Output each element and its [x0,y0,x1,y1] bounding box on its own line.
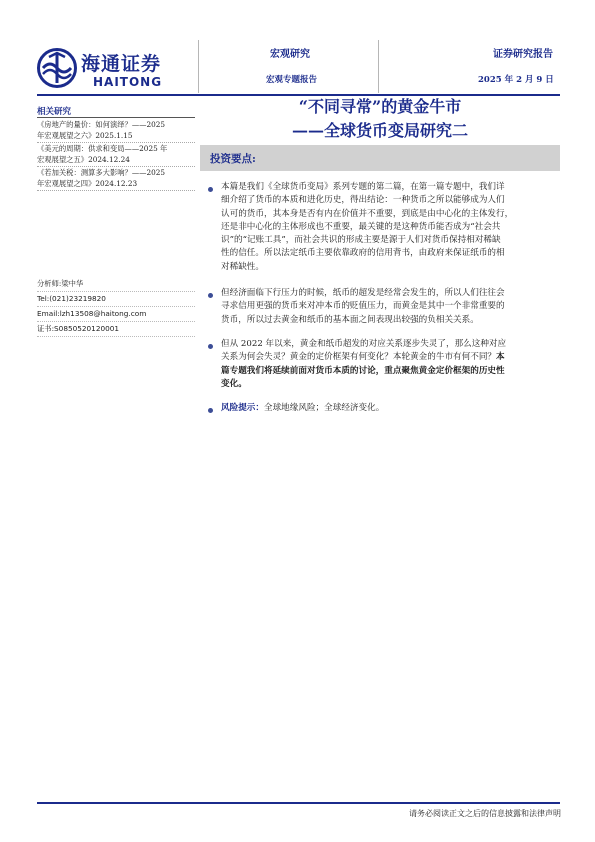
paragraph-line: 细介绍了货币的本质和进化历史，得出结论：一种货币之所以能够成为人们 [221,195,505,206]
sidebar-rule [37,117,195,118]
related-research-item[interactable] [37,143,195,167]
paragraph-line: 货币，所以过去黄金和纸币的基本面之间表现出较强的负相关关系。 [221,314,479,325]
haitong-logo [37,48,187,92]
paragraph-line: 但经济面临下行压力的时候，纸币的超发是经常会发生的，所以人们往往会 [221,288,505,298]
report-subtitle: ——全球货币变局研究二 [291,121,468,140]
paragraph-line: 本篇是我们《全球货币变局》系列专题的第二篇，在第一篇专题中，我们详 [221,182,505,192]
header-divider-right [378,40,379,93]
related-item-line: 《房地产的量价：如何演绎？——2025 [37,120,166,129]
report-date: 2025 年 2 月 9 日 [478,75,554,85]
bullet-icon [208,344,213,349]
risk-line [221,402,559,415]
paragraph-line [221,351,559,364]
paragraph-line-text: 关系为何会失灵？黄金的定价框架有何变化？本轮黄金的牛市有何不同？ [221,352,497,363]
key-points-label: 投资要点: [210,153,256,165]
related-research-item[interactable] [37,119,195,143]
bullet-icon [208,187,213,192]
risk-warning [221,402,559,415]
analyst-tel: Tel:(021)23219820 [37,292,195,307]
risk-label: 风险提示： [221,403,264,413]
related-research-item[interactable] [37,167,195,191]
paragraph-line: 但从 2022 年以来，黄金和纸币超发的对应关系逐步失灵了，那么这种对应 [221,339,507,349]
key-point-paragraph-3 [221,338,559,391]
analyst-cert: 证书:S0850520120001 [37,322,195,337]
header-divider-left [198,40,199,93]
related-item-line: 宏观展望之五》2024.12.24 [37,155,130,164]
logo-english-name: HAITONG [93,75,163,89]
key-point-paragraph-1 [221,181,559,274]
related-research-title: 相关研究 [37,107,72,117]
paragraph-line: 识”的“记账工具”，而社会共识的形成主要是源于人们对货币保持相对稀缺 [221,235,501,246]
paragraph-line: 认可的货币，其本身是否有内在价值并不重要，到底是由中心化的主体发行， [221,208,514,219]
paragraph-line: 寻求信用更强的货币来对冲本币的贬值压力，而黄金是其中一个非常重要的 [221,301,505,312]
risk-text: 全球地缘风险；全球经济变化。 [263,403,385,413]
report-category: 宏观研究 [270,49,310,60]
haitong-emblem-icon [37,48,77,88]
paragraph-line: 性的信任。所以法定纸币主要依靠政府的信用背书，由政府来保证纸币的相 [221,248,505,259]
paragraph-line: 对稀缺性。 [221,261,264,272]
bullet-icon [208,293,213,298]
footer-rule [37,802,560,804]
report-title: “不同寻常”的黄金牛市 [298,97,462,116]
analyst-name: 分析师:梁中华 [37,277,195,292]
report-subcategory: 宏观专题报告 [266,75,318,85]
bullet-icon [208,408,213,413]
related-item-line: 《美元的周期：供求和变局——2025 年 [37,144,168,153]
paragraph-line: 还是非中心化的主体形成也不重要，最关键的是这种货币能否成为“社会共 [221,221,501,232]
related-item-line: 年宏观展望之四》2024.12.23 [37,179,138,188]
paragraph-line-bold: 篇专题我们将延续前面对货币本质的讨论，重点聚焦黄金定价框架的历史性 [221,365,505,376]
paragraph-line-bold: 变化。 [221,378,247,389]
paragraph-line-bold-tail: 本 [496,352,505,363]
key-point-paragraph-2 [221,287,559,327]
related-item-line: 年宏观展望之六》2025.1.15 [37,131,133,140]
related-research-list [37,119,195,191]
logo-chinese-name: 海通证券 [81,53,162,75]
analyst-email[interactable]: Email:lzh13508@haitong.com [37,307,195,322]
related-item-line: 《若加关税：测算多大影响？——2025 [37,168,166,177]
report-type: 证券研究报告 [493,49,553,60]
analyst-info [37,277,195,337]
footer-disclaimer: 请务必阅读正文之后的信息披露和法律声明 [409,809,561,818]
